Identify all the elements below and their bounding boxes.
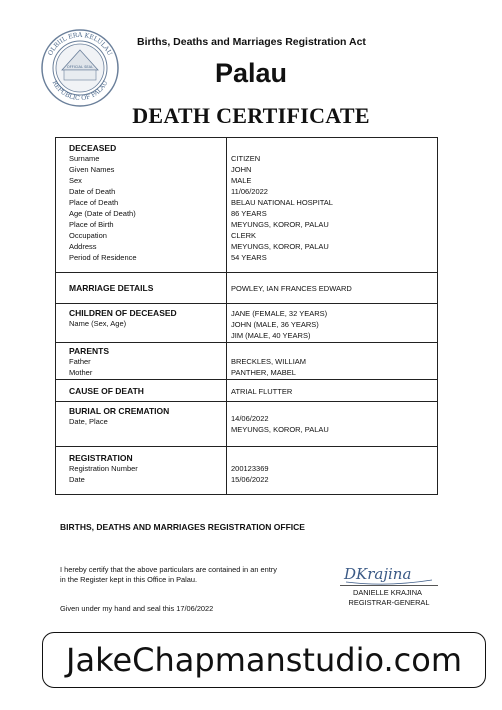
registrar-name: DANIELLE KRAJINA bbox=[352, 588, 422, 597]
section-heading: DECEASED bbox=[69, 143, 117, 153]
field-value: POWLEY, IAN FRANCES EDWARD bbox=[231, 284, 352, 293]
section-heading: REGISTRATION bbox=[69, 453, 133, 463]
act-title: Births, Deaths and Marriages Registration Act bbox=[137, 36, 366, 48]
section-heading: CHILDREN OF DECEASED bbox=[69, 308, 177, 318]
seal-inner-text: OFFICIAL SEAL bbox=[66, 65, 94, 69]
field-label: Date, Place bbox=[69, 417, 108, 426]
field-value: BRECKLES, WILLIAM bbox=[231, 357, 307, 366]
field-value: CITIZEN bbox=[231, 154, 261, 163]
watermark-text: JakeChapmanstudio.com bbox=[66, 641, 462, 679]
field-value: 200123369 bbox=[231, 464, 269, 473]
field-label: Age (Date of Death) bbox=[69, 209, 136, 218]
section-deceased bbox=[56, 138, 437, 272]
section-children bbox=[56, 303, 437, 342]
registrar-title: REGISTRAR-GENERAL bbox=[348, 598, 430, 607]
section-parents bbox=[56, 342, 437, 379]
field-value: 54 YEARS bbox=[231, 253, 267, 262]
section-burial bbox=[56, 401, 437, 446]
office-title: BIRTHS, DEATHS AND MARRIAGES REGISTRATION OFFICE bbox=[60, 522, 305, 532]
field-label: Place of Birth bbox=[69, 220, 114, 229]
field-value: MALE bbox=[231, 176, 252, 185]
section-marriage bbox=[56, 272, 437, 303]
field-label: Given Names bbox=[69, 165, 115, 174]
field-label: Father bbox=[69, 357, 91, 366]
certificate-title: DEATH CERTIFICATE bbox=[132, 103, 370, 128]
section-heading: PARENTS bbox=[69, 346, 109, 356]
registrar-signature bbox=[340, 560, 438, 586]
field-value: 86 YEARS bbox=[231, 209, 267, 218]
signature-line bbox=[340, 585, 438, 586]
section-registration bbox=[56, 446, 437, 495]
field-value: JANE (FEMALE, 32 YEARS) bbox=[231, 309, 328, 318]
field-value: JIM (MALE, 40 YEARS) bbox=[231, 331, 311, 340]
field-value: CLERK bbox=[231, 231, 257, 240]
field-label: Date of Death bbox=[69, 187, 116, 196]
section-heading: BURIAL OR CREMATION bbox=[69, 406, 170, 416]
field-value: PANTHER, MABEL bbox=[231, 368, 296, 377]
field-label: Sex bbox=[69, 176, 82, 185]
field-value: 14/06/2022 bbox=[231, 414, 269, 423]
certification-text bbox=[60, 565, 340, 585]
field-value: JOHN (MALE, 36 YEARS) bbox=[231, 320, 319, 329]
field-label: Occupation bbox=[69, 231, 107, 240]
field-label: Mother bbox=[69, 368, 93, 377]
seal-bottom-text: REPUBLIC OF PALAU bbox=[50, 79, 110, 103]
field-value: MEYUNGS, KOROR, PALAU bbox=[231, 242, 329, 251]
section-cause bbox=[56, 379, 437, 401]
country-title: Palau bbox=[214, 58, 288, 88]
watermark-banner bbox=[42, 632, 486, 688]
field-value: MEYUNGS, KOROR, PALAU bbox=[231, 220, 329, 229]
field-label: Date bbox=[69, 475, 85, 484]
field-label: Address bbox=[69, 242, 97, 251]
signature-text: DKrajina bbox=[344, 565, 412, 583]
certify-line: I hereby certify that the above particulars are contained in an entry bbox=[60, 565, 277, 574]
field-label: Period of Residence bbox=[69, 253, 137, 262]
field-value: BELAU NATIONAL HOSPITAL bbox=[231, 198, 333, 207]
field-label: Name (Sex, Age) bbox=[69, 319, 127, 328]
given-under-hand-text: Given under my hand and seal this 17/06/2022 bbox=[60, 604, 214, 613]
certificate-table bbox=[55, 137, 438, 495]
section-heading: CAUSE OF DEATH bbox=[69, 386, 144, 396]
field-value: 15/06/2022 bbox=[231, 475, 269, 484]
certify-line: in the Register kept in this Office in Palau. bbox=[60, 575, 198, 584]
section-heading: MARRIAGE DETAILS bbox=[69, 283, 154, 293]
field-label: Place of Death bbox=[69, 198, 119, 207]
field-label: Surname bbox=[69, 154, 100, 163]
seal-top-text: OLBIIL ERA KELULAU bbox=[46, 31, 114, 57]
field-value: 11/06/2022 bbox=[231, 187, 268, 196]
field-value: MEYUNGS, KOROR, PALAU bbox=[231, 425, 329, 434]
field-value: ATRIAL FLUTTER bbox=[231, 387, 293, 396]
field-label: Registration Number bbox=[69, 464, 138, 473]
field-value: JOHN bbox=[231, 165, 252, 174]
